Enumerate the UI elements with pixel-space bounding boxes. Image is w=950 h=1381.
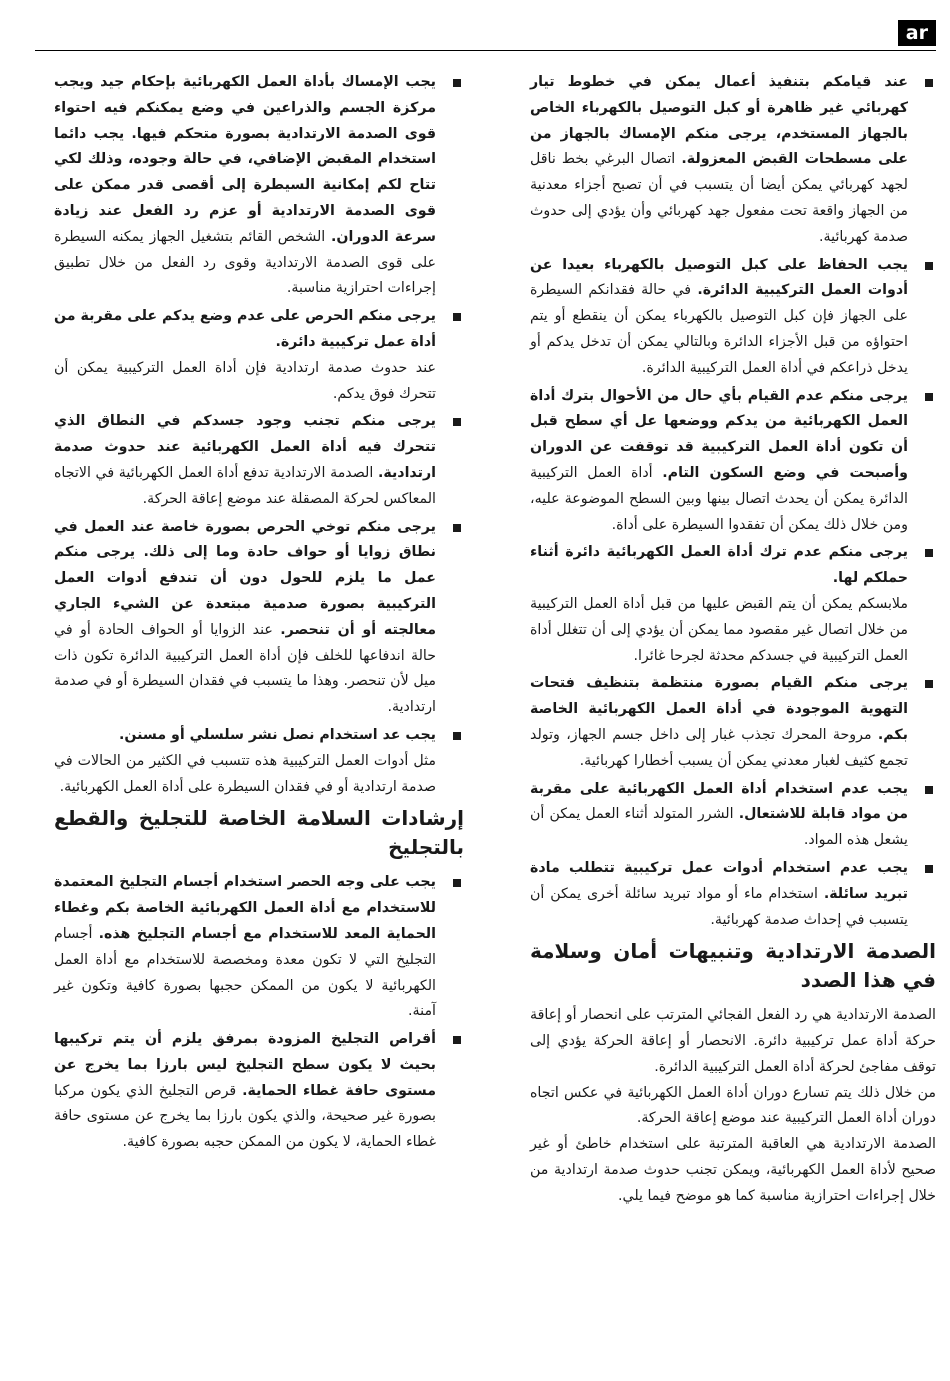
item-text: أداة العمل التركيبية الدائرة يمكن أن يحدث اتصال بينها وبين السطح الموضوعة عليه، ومن خلال ذلك يمكن أن تفقدوا السيطرة على أداة. xyxy=(530,464,908,533)
paragraph: الصدمة الارتدادية هي رد الفعل الفجائي المترتب على انحصار أو إعاقة حركة أداة عمل تركيبية دائرة. الانحصار أو إعاقة الحركة يؤدي إلى توقف مفاجئ لحركة أداة العمل التركيبية الدائرة. xyxy=(530,1007,936,1075)
item-bold-text: يجب عدم استخدام أداة العمل الكهربائية على مقربة من مواد قابلة للاشتعال. xyxy=(530,780,908,823)
item-text: الشخص القائم بتشغيل الجهاز يمكنه السيطرة على قوى الصدمة الارتدادية وقوى رد الفعل من خلال تطبيق إجراءات احترازية مناسبة. xyxy=(54,228,436,297)
item-text: الصدمة الارتدادية تدفع أداة العمل الكهربائية في الاتجاه المعاكس لحركة المصقلة عند موضع إعاقة الحركة. xyxy=(54,464,436,507)
section-title-kickback: الصدمة الارتدادية وتنبيهات أمان وسلامة في هذا الصدد xyxy=(530,939,936,993)
square-bullet-icon xyxy=(925,865,933,873)
item-text: مثل أدوات العمل التركيبية هذه تتسبب في الكثير من الحالات في صدمة ارتدادية أو في فقدان السيطرة على أداة العمل الكهربائية. xyxy=(54,752,436,795)
square-bullet-icon xyxy=(453,732,461,740)
item-text: ملابسكم يمكن أن يتم القبض عليها من قبل أداة العمل التركيبية من خلال اتصال غير مقصود مما يمكن أن يؤدي إلى أن تتغلل أداة العمل التركيبية في جسدكم محدثة لجرحا غائرا. xyxy=(530,595,908,664)
safety-item xyxy=(54,304,464,407)
item-bold-text: يجب الحفاظ على كبل التوصيل بالكهرباء بعيدا عن أدوات العمل التركيبية الدائرة. xyxy=(530,256,909,299)
paragraph: من خلال ذلك يتم تسارع دوران أداة العمل الكهربائية في عكس اتجاه دوران أداة العمل التركيبية عند موضع إعاقة الحركة. xyxy=(530,1084,936,1127)
safety-item xyxy=(530,70,936,251)
right-column xyxy=(530,70,936,1210)
item-bold-text: عند قيامكم بتنفيذ أعمال يمكن في خطوط تيار كهربائي غير ظاهرة أو كبل التوصيل بالكهرباء الخاص بالجهاز المستخدم، يرجى منكم الإمساك بالجهاز من على مسطحات القبض المعزولة. xyxy=(530,74,908,168)
item-bold-text: يرجى منكم الحرص على عدم وضع يدكم على مقربة من أداة عمل تركيبية دائرة. xyxy=(54,308,436,350)
safety-item xyxy=(54,70,464,302)
safety-item xyxy=(530,671,936,774)
item-bold-text: أقراص التجليخ المزودة بمرفق يلزم أن يتم تركيبها بحيث لا يكون سطح التجليخ ليس بارزا بما يخرج عن مستوى حافة غطاء الحماية. xyxy=(54,1031,436,1099)
item-text: في حالة فقدانكم السيطرة على الجهاز فإن كبل التوصيل بالكهرباء يمكن أن ينقطع أو يتم احتواؤه من قبل الأجزاء الدائرة وبالتالي يمكن أن تدخل يدكم أو يدخل ذراعكم في أداة العمل التركيبية الدائرة. xyxy=(530,282,908,376)
item-text: اتصال البرغي بخط ناقل لجهد كهربائي يمكن أيضا أن يتسبب في أن تصبح أجزاء معدنية من الجهاز واقعة تحت مفعول جهد كهربائي وأن يؤدي إلى حدوث صدمة كهربائية. xyxy=(530,151,908,245)
item-bold-text: يرجى منكم توخي الحرص بصورة خاصة عند العمل في نطاق زوايا أو حواف حادة وما إلى ذلك. يرجى منكم عمل ما يلزم للحول دون أن تندفع أدوات العمل التركيبية بصورة صدمية مبتعدة عن الشيء الجاري معالجته أو أن تنحصر. xyxy=(54,518,436,638)
item-bold-text: يجب عدم استخدام أدوات عمل تركيبية تتطلب مادة تبريد سائلة. xyxy=(530,859,908,902)
item-text: الشرر المتولد أثناء العمل يمكن أن يشعل هذه المواد. xyxy=(530,806,908,849)
square-bullet-icon xyxy=(925,393,933,401)
safety-item xyxy=(54,409,464,512)
square-bullet-icon xyxy=(925,79,933,87)
item-bold-text: يجب عد استخدام نصل نشر سلسلي أو مسنن. xyxy=(118,726,436,743)
safety-item xyxy=(54,515,464,721)
section-title-grinding: إرشادات السلامة الخاصة للتجليخ والقطع بالتجليخ xyxy=(54,806,464,860)
square-bullet-icon xyxy=(453,879,461,887)
safety-item xyxy=(530,856,936,933)
square-bullet-icon xyxy=(925,680,933,688)
square-bullet-icon xyxy=(925,786,933,794)
language-badge: ar xyxy=(898,20,936,46)
item-text: استخدام ماء أو مواد تبريد سائلة أخرى يمكن أن يتسبب في إحداث صدمة كهربائية. xyxy=(530,885,908,928)
item-bold-text: يجب على وجه الحصر استخدام أجسام التجليخ المعتمدة للاستخدام مع أداة العمل الكهربائية الخاصة بكم وغطاء الحماية المعد للاستخدام مع أجسام التجليخ هذه. xyxy=(54,874,436,942)
item-bold-text: يرجى منكم عدم القيام بأي حال من الأحوال بترك أداة العمل الكهربائية من يدكم ووضعها عل أي سطح قبل أن تكون أداة العمل التركيبية قد توقفت عن الدوران وأصبحت في وضع السكون التام. xyxy=(530,387,908,481)
item-text: قرص التجليخ الذي يكون مركبا بصورة غير صحيحة، والذي يكون بارزا بما يخرج عن مستوى حافة غطاء الحماية، لا يكون من الممكن حجبه بصورة كافية. xyxy=(54,1082,436,1151)
item-text: عند الزوايا أو الحواف الحادة أو في حالة اندفاعها للخلف فإن أداة العمل التركيبية الدائرة تكون ذات ميل لأن تنحصر. وهذا ما يتسبب في فقدان السيطرة أو في صدمة ارتدادية. xyxy=(54,621,436,716)
safety-item xyxy=(54,723,464,800)
item-bold-text: يرجى منكم تجنب وجود جسدكم في النطاق الذي تتحرك فيه أداة العمل الكهربائية عند حدوث صدمة ارتدادية. xyxy=(54,413,436,481)
item-text: أجسام التجليخ التي لا تكون معدة ومخصصة للاستخدام مع أداة العمل الكهربائية لا يكون من الممكن حجبها بصورة كافية وتكون غير آمنة. xyxy=(54,925,436,1020)
square-bullet-icon xyxy=(453,1036,461,1044)
safety-item xyxy=(530,777,936,854)
paragraph: الصدمة الارتدادية هي العاقبة المترتبة على استخدام خاطئ أو غير صحيح لأداة العمل الكهربائية، ويمكن تجنب حدوث صدمة ارتدادية من خلال إجراءات احترازية مناسبة كما هو موضح فيما يلي. xyxy=(530,1136,936,1204)
item-text: مروحة المحرك تجذب غبار إلى داخل جسم الجهاز، وتولد تجمع كثيف لغبار معدني يمكن أن يسبب أخطارا كهربائية. xyxy=(530,726,908,769)
header-rule xyxy=(35,50,936,51)
square-bullet-icon xyxy=(453,524,461,532)
item-bold-text: يجب الإمساك بأداة العمل الكهربائية بإحكام جيد ويجب مركزة الجسم والذراعين في وضع يمكنكم فيه احتواء قوى الصدمة الارتدادية بصورة متحكم فيها. يجب دائما استخدام المقبض الإضافي، في حالة وجوده، وذلك لكي تتاح لكم إمكانية السيطرة إلى أقصى قدر ممكن على قوى الصدمة الارتدادية أو عزم رد الفعل عند زيادة سرعة الدوران. xyxy=(54,74,437,245)
square-bullet-icon xyxy=(453,313,461,321)
safety-item xyxy=(530,384,936,539)
safety-item xyxy=(530,540,936,669)
item-bold-text: يرجى منكم القيام بصورة منتظمة بتنظيف فتحات التهوية الموجودة في أداة العمل الكهربائية الخاصة بكم. xyxy=(530,675,908,743)
square-bullet-icon xyxy=(453,418,461,426)
safety-item xyxy=(54,1027,464,1156)
square-bullet-icon xyxy=(925,262,933,270)
safety-item xyxy=(530,253,936,382)
left-column xyxy=(54,70,464,1158)
square-bullet-icon xyxy=(925,549,933,557)
safety-item xyxy=(54,870,464,1025)
item-bold-text: يرجى منكم عدم ترك أداة العمل الكهربائية دائرة أثناء حملكم لها. xyxy=(530,544,908,587)
item-text: عند حدوث صدمة ارتدادية فإن أداة العمل التركيبية يمكن أن تتحرك فوق يدكم. xyxy=(54,359,436,402)
square-bullet-icon xyxy=(453,79,461,87)
